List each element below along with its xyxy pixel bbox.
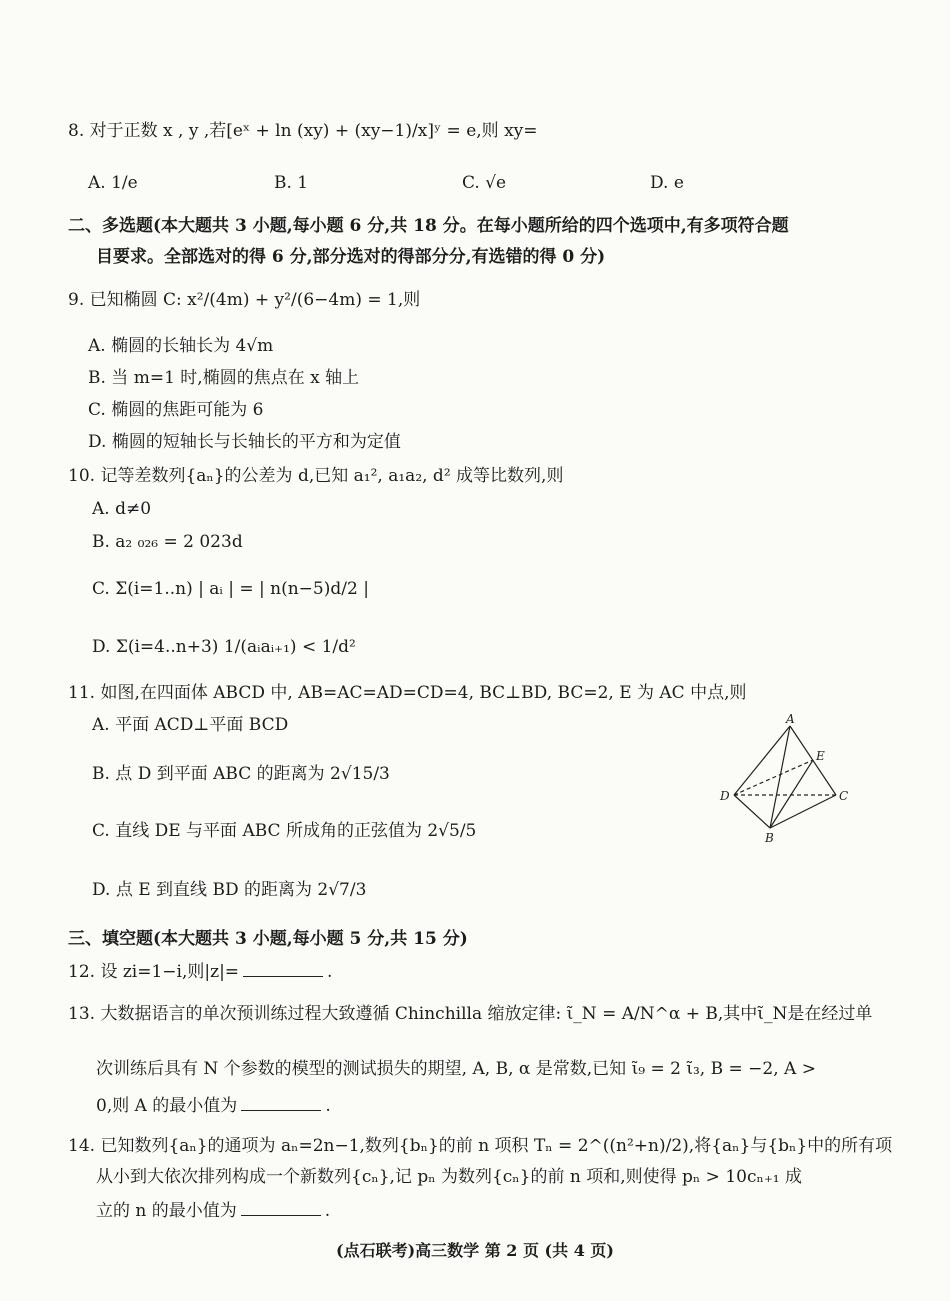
q11-option-a: A. 平面 ACD⊥平面 BCD	[92, 715, 289, 735]
label-e: E	[816, 749, 825, 763]
q12	[68, 960, 332, 983]
q13-end: .	[325, 1096, 331, 1116]
q10-option-c: C. Σ(i=1..n) | aᵢ | = | n(n−5)d/2 |	[92, 579, 369, 599]
q14-answer-blank[interactable]	[241, 1199, 321, 1216]
q8-option-b: B. 1	[274, 173, 309, 193]
q13-line3-text: 0,则 A 的最小值为	[96, 1096, 238, 1116]
q9-option-b: B. 当 m=1 时,椭圆的焦点在 x 轴上	[88, 368, 360, 388]
q10-option-b: B. a₂ ₀₂₆ = 2 023d	[92, 532, 243, 552]
section2-heading-cont: 目要求。全部选对的得 6 分,部分选对的得部分分,有选错的得 0 分)	[96, 247, 606, 267]
label-a: A	[786, 712, 795, 726]
edge-db	[734, 795, 770, 828]
label-d: D	[720, 789, 730, 803]
q9-option-a: A. 椭圆的长轴长为 4√m	[88, 336, 274, 356]
section2-heading: 二、多选题(本大题共 3 小题,每小题 6 分,共 18 分。在每小题所给的四个选项中,有多项符合题	[68, 216, 789, 236]
q12-end: .	[327, 962, 333, 982]
q14-end: .	[324, 1201, 331, 1221]
q14-line2: 从小到大依次排列构成一个新数列{cₙ},记 pₙ 为数列{cₙ}的前 n 项和,则使得 pₙ > 10cₙ₊₁ 成	[96, 1167, 803, 1187]
q12-text: 12. 设 zi=1−i,则|z|=	[68, 962, 240, 982]
q13-line3	[96, 1094, 331, 1117]
q8-option-a: A. 1/e	[88, 173, 138, 193]
label-c: C	[839, 789, 849, 803]
q13-line2: 次训练后具有 N 个参数的模型的测试损失的期望, A, B, α 是常数,已知 ῖ₉ = 2 ῖ₃, B = −2, A >	[96, 1059, 816, 1079]
q14-line1: 14. 已知数列{aₙ}的通项为 aₙ=2n−1,数列{bₙ}的前 n 项积 Tₙ = 2^((n²+n)/2),将{aₙ}与{bₙ}中的所有项	[68, 1136, 893, 1156]
section3-heading: 三、填空题(本大题共 3 小题,每小题 5 分,共 15 分)	[68, 929, 468, 949]
q9-option-d: D. 椭圆的短轴长与长轴长的平方和为定值	[88, 432, 401, 452]
q13-line1: 13. 大数据语言的单次预训练过程大致遵循 Chinchilla 缩放定律: ῖ_N = A/N^α + B,其中ῖ_N是在经过单	[68, 1004, 873, 1024]
q11-stem: 11. 如图,在四面体 ABCD 中, AB=AC=AD=CD=4, BC⊥BD, BC=2, E 为 AC 中点,则	[68, 683, 747, 703]
q8-option-c: C. √e	[462, 173, 507, 193]
q14-line3	[96, 1199, 330, 1222]
tetrahedron-figure	[716, 712, 856, 848]
label-b: B	[765, 831, 774, 845]
q14-line3-text: 立的 n 的最小值为	[96, 1201, 237, 1221]
q10-option-a: A. d≠0	[92, 499, 152, 519]
edge-ad	[734, 726, 790, 795]
q11-option-c: C. 直线 DE 与平面 ABC 所成角的正弦值为 2√5/5	[92, 821, 477, 841]
q11-option-b: B. 点 D 到平面 ABC 的距离为 2√15/3	[92, 764, 390, 784]
q8-stem: 8. 对于正数 x , y ,若[eˣ + ln (xy) + (xy−1)/x]ʸ = e,则 xy=	[68, 121, 538, 141]
q10-stem: 10. 记等差数列{aₙ}的公差为 d,已知 a₁², a₁a₂, d² 成等比数列,则	[68, 466, 564, 486]
q9-stem: 9. 已知椭圆 C: x²/(4m) + y²/(6−4m) = 1,则	[68, 290, 421, 310]
q13-answer-blank[interactable]	[241, 1094, 321, 1111]
q10-option-d: D. Σ(i=4..n+3) 1/(aᵢaᵢ₊₁) < 1/d²	[92, 637, 356, 657]
q8-option-d: D. e	[650, 173, 684, 193]
q12-answer-blank[interactable]	[243, 960, 323, 977]
segment-de-hidden	[734, 760, 813, 795]
q11-option-d: D. 点 E 到直线 BD 的距离为 2√7/3	[92, 880, 367, 900]
q9-option-c: C. 椭圆的焦距可能为 6	[88, 400, 264, 420]
page-footer: (点石联考)高三数学 第 2 页 (共 4 页)	[336, 1241, 614, 1260]
